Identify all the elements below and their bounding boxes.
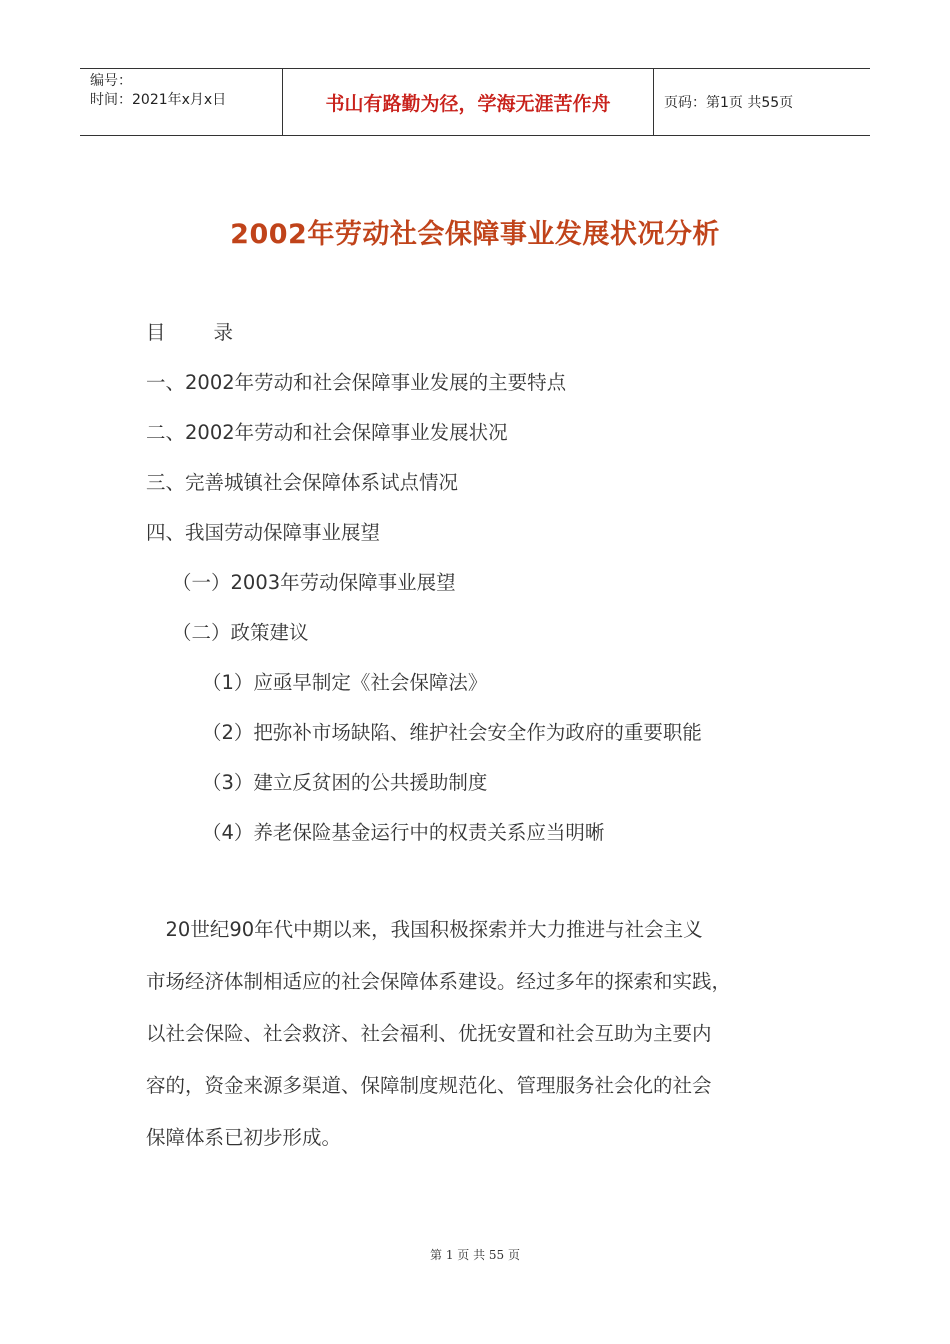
toc-subitem: （一）2003年劳动保障事业展望 — [172, 571, 456, 594]
paragraph-line: 以社会保险、社会救济、社会福利、优抚安置和社会互助为主要内 — [146, 1022, 712, 1045]
table-of-contents — [146, 318, 702, 868]
toc-heading — [146, 318, 702, 368]
page-footer: 第 1 页 共 55 页 — [430, 1248, 520, 1262]
paragraph-line: 市场经济体制相适应的社会保障体系建设。经过多年的探索和实践， — [146, 970, 732, 993]
number-label: 编号： — [90, 73, 132, 89]
page-header — [80, 68, 870, 136]
paragraph-line: 20世纪90年代中期以来，我国积极探索并大力推进与社会主义 — [146, 918, 703, 941]
toc-subsubitem: （2）把弥补市场缺陷、维护社会安全作为政府的重要职能 — [202, 721, 702, 744]
toc-item: 一、2002年劳动和社会保障事业发展的主要特点 — [146, 371, 567, 394]
header-page-info — [654, 69, 870, 135]
toc-item: 三、完善城镇社会保障体系试点情况 — [146, 471, 459, 494]
page-info-text: 页码：第1页 共55页 — [664, 95, 794, 111]
paragraph-line: 容的，资金来源多渠道、保障制度规范化、管理服务社会化的社会 — [146, 1074, 712, 1097]
header-motto — [282, 69, 654, 135]
toc-heading-right: 录 — [213, 321, 234, 344]
time-label: 时间：2021年x月x日 — [90, 92, 227, 108]
intro-paragraph — [146, 910, 808, 1170]
toc-item: 二、2002年劳动和社会保障事业发展状况 — [146, 421, 508, 444]
paragraph-line: 保障体系已初步形成。 — [146, 1126, 342, 1149]
toc-heading-left: 目 — [146, 321, 166, 344]
header-meta — [80, 69, 282, 135]
toc-subitem: （二）政策建议 — [172, 621, 309, 644]
toc-item: 四、我国劳动保障事业展望 — [146, 521, 381, 544]
toc-subsubitem: （1）应亟早制定《社会保障法》 — [202, 671, 488, 694]
document-title: 2002年劳动社会保障事业发展状况分析 — [230, 219, 720, 250]
motto-text: 书山有路勤为径，学海无涯苦作舟 — [325, 92, 611, 115]
toc-subsubitem: （3）建立反贫困的公共援助制度 — [202, 771, 488, 794]
toc-subsubitem: （4）养老保险基金运行中的权责关系应当明晰 — [202, 821, 605, 844]
